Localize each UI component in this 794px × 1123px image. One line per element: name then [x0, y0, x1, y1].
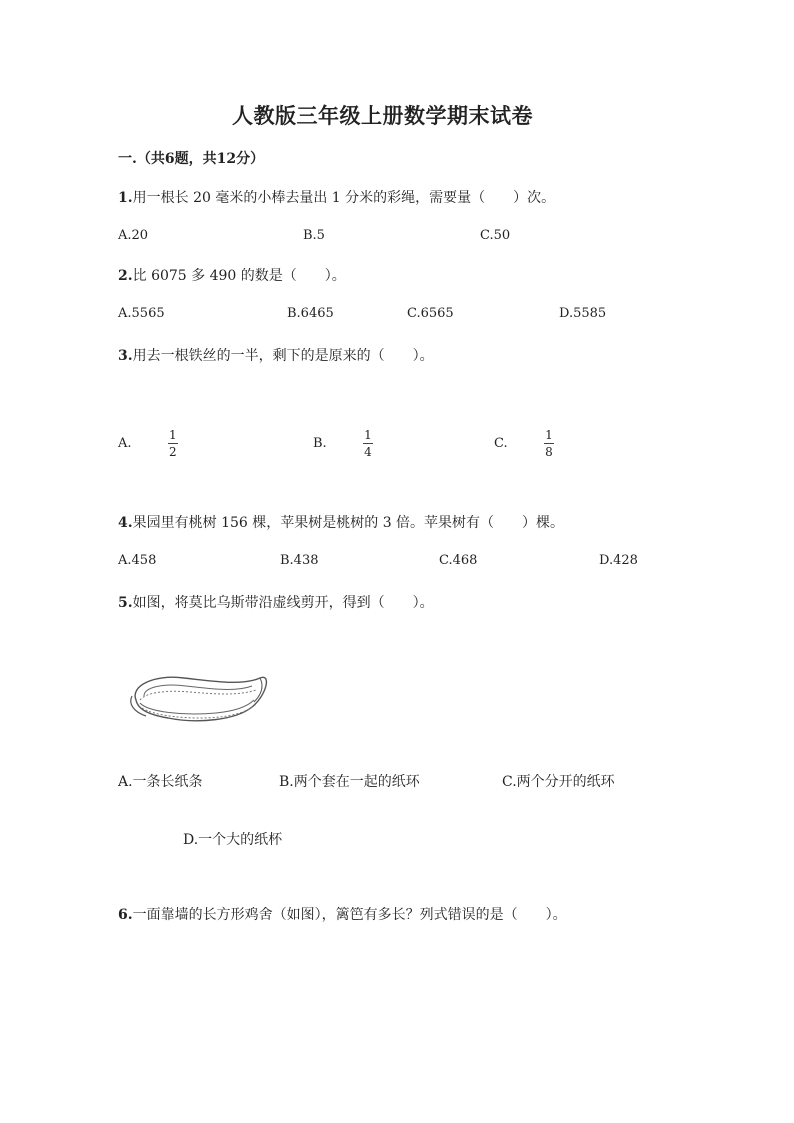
question-number: 1. — [118, 190, 133, 206]
question-text: 如图，将莫比乌斯带沿虚线剪开，得到（ ）。 — [132, 595, 434, 611]
option-3c[interactable] — [494, 428, 554, 459]
fraction-numerator: 1 — [364, 428, 372, 442]
option-5b[interactable]: B.两个套在一起的纸环 — [279, 774, 420, 790]
option-letter: A. — [118, 436, 132, 451]
question-number: 4. — [118, 515, 133, 531]
option-1a[interactable]: A.20 — [118, 228, 149, 243]
question-number: 3. — [118, 348, 133, 364]
section-header: 一.（共6题，共12分） — [118, 151, 265, 167]
question-text: 一面靠墙的长方形鸡舍（如图），篱笆有多长？列式错误的是（ ）。 — [132, 907, 567, 923]
question-6 — [118, 904, 567, 924]
question-5 — [118, 592, 434, 612]
question-text: 果园里有桃树 156 棵，苹果树是桃树的 3 倍。苹果树有（ ）棵。 — [132, 515, 565, 531]
question-number: 5. — [118, 595, 133, 611]
option-5a[interactable]: A.一条长纸条 — [118, 774, 203, 790]
option-3a[interactable] — [118, 428, 178, 459]
fraction-denominator: 4 — [364, 445, 372, 459]
question-2 — [118, 265, 346, 285]
option-2b[interactable]: B.6465 — [287, 306, 334, 321]
option-5d[interactable]: D.一个大的纸杯 — [183, 832, 283, 848]
fraction-denominator: 2 — [168, 445, 177, 459]
fraction-bar — [363, 443, 373, 444]
fraction-denominator: 8 — [545, 445, 553, 459]
page-title: 人教版三年级上册数学期末试卷 — [232, 103, 533, 128]
option-4b[interactable]: B.438 — [280, 553, 319, 568]
question-1 — [118, 187, 555, 207]
option-4d[interactable]: D.428 — [599, 553, 638, 568]
mobius-strip-figure — [124, 660, 274, 730]
question-number: 2. — [118, 268, 133, 284]
question-text: 比 6075 多 490 的数是（ ）。 — [132, 268, 346, 284]
question-4 — [118, 512, 564, 532]
fraction — [168, 428, 178, 459]
fraction-numerator: 1 — [545, 428, 553, 442]
option-letter: B. — [313, 436, 327, 451]
option-1c[interactable]: C.50 — [480, 228, 511, 243]
option-4a[interactable]: A.458 — [118, 553, 157, 568]
question-text: 用一根长 20 毫米的小棒去量出 1 分米的彩绳，需要量（ ）次。 — [132, 190, 556, 206]
option-2c[interactable]: C.6565 — [407, 306, 454, 321]
fraction-numerator: 1 — [168, 428, 177, 442]
option-letter: C. — [494, 436, 508, 451]
option-1b[interactable]: B.5 — [303, 228, 325, 243]
question-number: 6. — [118, 907, 133, 923]
option-5c[interactable]: C.两个分开的纸环 — [502, 774, 615, 790]
option-2d[interactable]: D.5585 — [559, 306, 607, 321]
option-4c[interactable]: C.468 — [439, 553, 478, 568]
fraction — [544, 428, 554, 459]
question-3 — [118, 345, 434, 365]
option-3b[interactable] — [313, 428, 373, 459]
question-text: 用去一根铁丝的一半，剩下的是原来的（ ）。 — [132, 348, 434, 364]
fraction-bar — [544, 443, 554, 444]
fraction-bar — [168, 443, 178, 444]
option-2a[interactable]: A.5565 — [118, 306, 165, 321]
fraction — [363, 428, 373, 459]
